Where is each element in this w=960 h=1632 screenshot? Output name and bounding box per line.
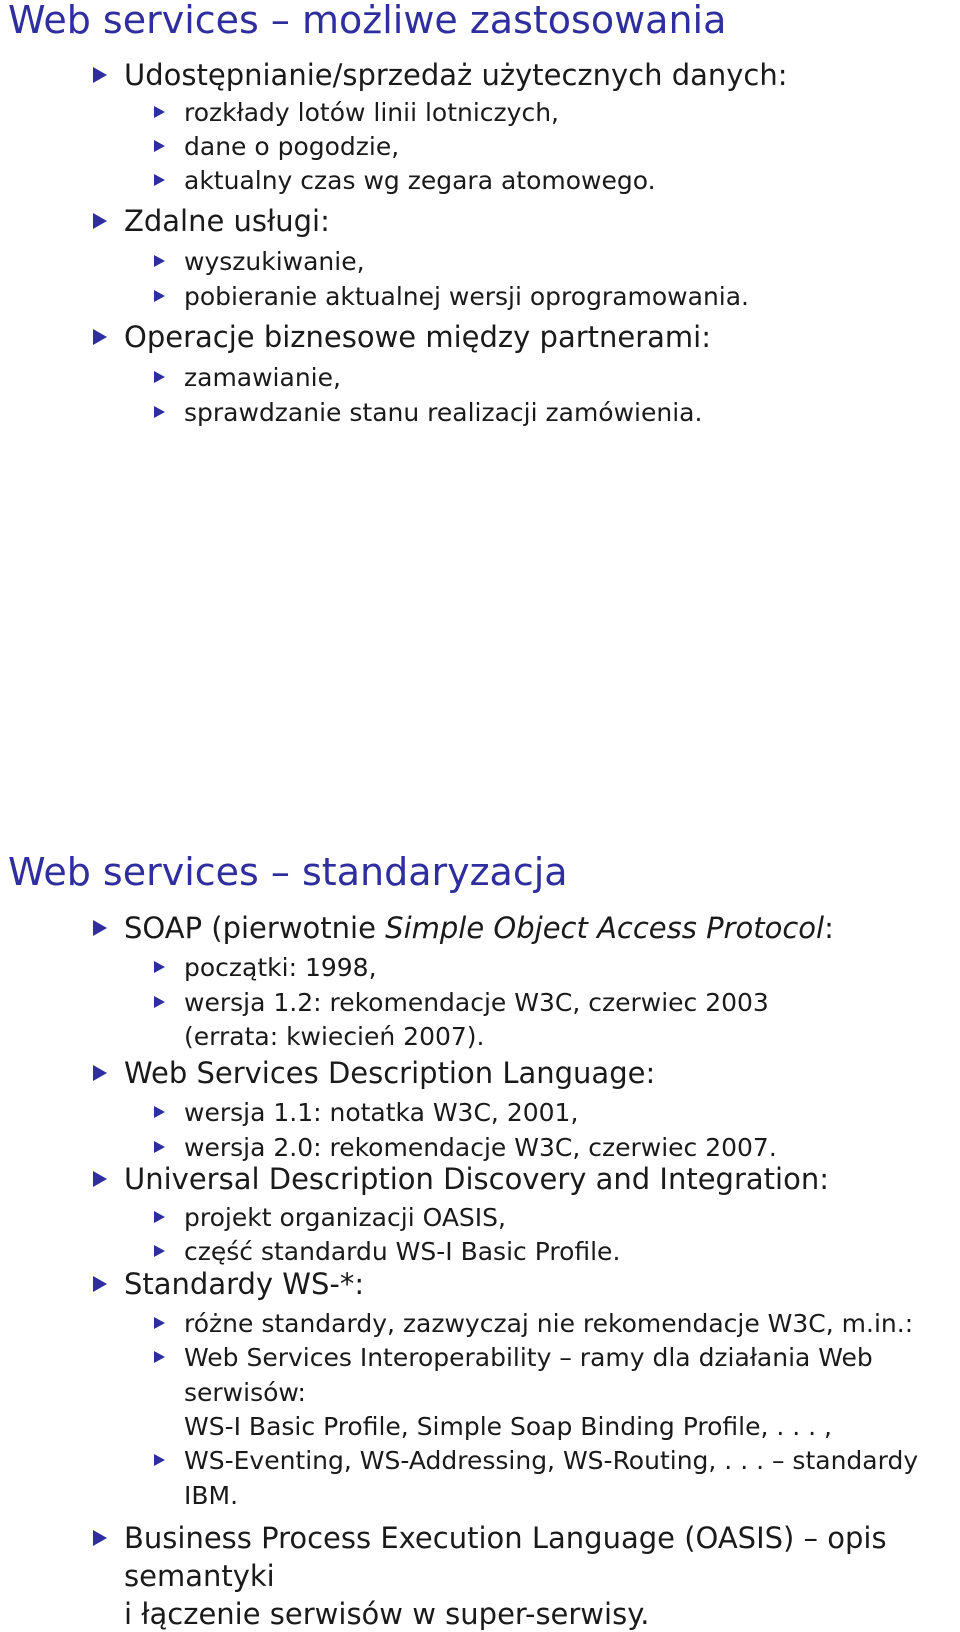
sub-bullet-text: sprawdzanie stanu realizacji zamówienia.	[184, 398, 703, 427]
sub-bullet-text: Web Services Interoperability – ramy dla działania Web	[184, 1343, 873, 1372]
soap-label-end: :	[824, 911, 834, 945]
slide-title: Web services – standaryzacja	[8, 850, 568, 894]
sub-bullet-text: pobieranie aktualnej wersji oprogramowania.	[184, 282, 750, 311]
sub-bullet-continuation: IBM.	[184, 1481, 239, 1510]
sub-bullet-arrow-icon	[154, 140, 165, 152]
bullet-arrow-icon	[93, 920, 107, 936]
sub-bullet-arrow-icon	[154, 1211, 165, 1223]
bullet-continuation: i łączenie serwisów w super-serwisy.	[124, 1597, 650, 1631]
sub-bullet-text: dane o pogodzie,	[184, 132, 400, 161]
sub-bullet-text: WS-Eventing, WS-Addressing, WS-Routing, . . . – standardy	[184, 1446, 919, 1475]
sub-bullet-text: rozkłady lotów linii lotniczych,	[184, 98, 559, 127]
sub-bullet-text: początki: 1998,	[184, 953, 377, 982]
sub-bullet-arrow-icon	[154, 1141, 165, 1153]
bullet-text: Zdalne usługi:	[124, 204, 330, 238]
bullet-arrow-icon	[93, 1530, 107, 1546]
sub-bullet-text: wersja 2.0: rekomendacje W3C, czerwiec 2007.	[184, 1133, 777, 1162]
bullet-text: Universal Description Discovery and Integration:	[124, 1162, 829, 1196]
bullet-continuation: semantyki	[124, 1559, 275, 1593]
sub-bullet-continuation: (errata: kwiecień 2007).	[184, 1022, 485, 1051]
sub-bullet-arrow-icon	[154, 1106, 165, 1118]
sub-bullet-text: wersja 1.2: rekomendacje W3C, czerwiec 2003	[184, 988, 769, 1017]
bullet-arrow-icon	[93, 1171, 107, 1187]
bullet-text: Operacje biznesowe między partnerami:	[124, 320, 711, 354]
bullet-arrow-icon	[93, 329, 107, 345]
sub-bullet-text: zamawianie,	[184, 363, 341, 392]
sub-bullet-text: różne standardy, zazwyczaj nie rekomendacje W3C, m.in.:	[184, 1309, 914, 1338]
sub-bullet-arrow-icon	[154, 106, 165, 118]
sub-bullet-text: część standardu WS-I Basic Profile.	[184, 1237, 621, 1266]
sub-bullet-arrow-icon	[154, 1317, 165, 1329]
bullet-text	[124, 910, 834, 946]
bullet-text: Udostępnianie/sprzedaż użytecznych danych:	[124, 58, 788, 92]
bullet-arrow-icon	[93, 213, 107, 229]
sub-bullet-text: wyszukiwanie,	[184, 247, 365, 276]
sub-bullet-arrow-icon	[154, 174, 165, 186]
bullet-text: Business Process Execution Language (OASIS) – opis	[124, 1521, 887, 1555]
soap-label-start: SOAP (pierwotnie	[124, 911, 386, 945]
sub-bullet-arrow-icon	[154, 961, 165, 973]
bullet-arrow-icon	[93, 1276, 107, 1292]
bullet-text: Web Services Description Language:	[124, 1056, 656, 1090]
sub-bullet-arrow-icon	[154, 290, 165, 302]
sub-bullet-arrow-icon	[154, 996, 165, 1008]
sub-bullet-text: projekt organizacji OASIS,	[184, 1203, 506, 1232]
sub-bullet-continuation: WS-I Basic Profile, Simple Soap Binding Profile, . . . ,	[184, 1412, 832, 1441]
sub-bullet-arrow-icon	[154, 1351, 165, 1363]
sub-bullet-arrow-icon	[154, 406, 165, 418]
bullet-arrow-icon	[93, 67, 107, 83]
sub-bullet-arrow-icon	[154, 255, 165, 267]
sub-bullet-arrow-icon	[154, 371, 165, 383]
sub-bullet-text: aktualny czas wg zegara atomowego.	[184, 166, 656, 195]
sub-bullet-arrow-icon	[154, 1245, 165, 1257]
bullet-text: Standardy WS-*:	[124, 1267, 365, 1301]
slide-title: Web services – możliwe zastosowania	[8, 0, 727, 42]
sub-bullet-arrow-icon	[154, 1454, 165, 1466]
soap-label-italic: Simple Object Access Protocol	[385, 911, 825, 945]
sub-bullet-text: wersja 1.1: notatka W3C, 2001,	[184, 1098, 579, 1127]
sub-bullet-continuation: serwisów:	[184, 1378, 306, 1407]
bullet-arrow-icon	[93, 1065, 107, 1081]
